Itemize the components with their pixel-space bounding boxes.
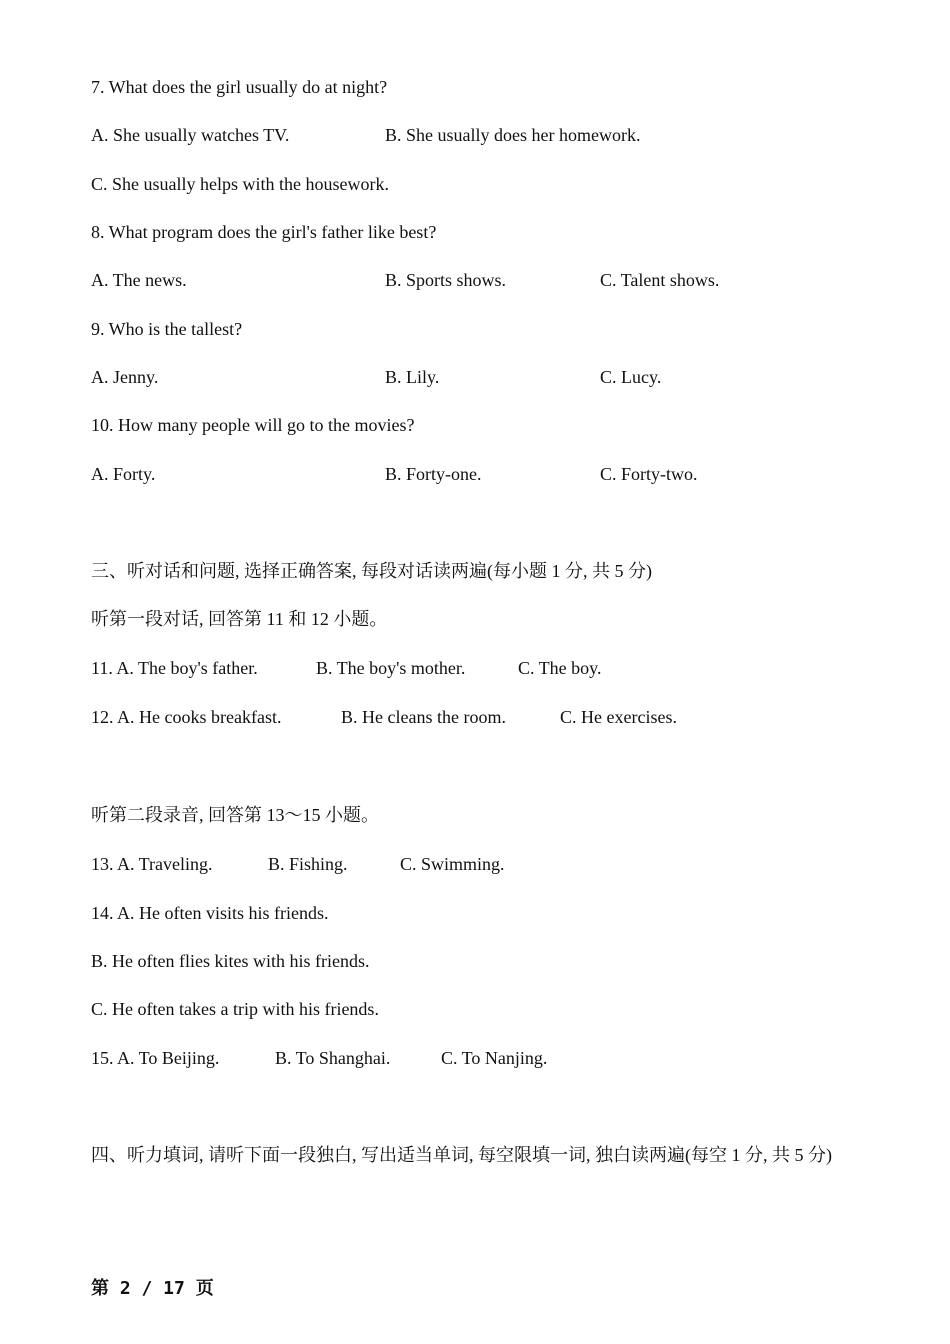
q11-option-a: 11. A. The boy's father.: [91, 658, 258, 678]
q10-option-c: C. Forty-two.: [600, 464, 698, 484]
q7-option-c: C. She usually helps with the housework.: [91, 174, 389, 194]
section-3-heading: 三、听对话和问题, 选择正确答案, 每段对话读两遍(每小题 1 分, 共 5 分): [91, 561, 652, 581]
question-8: 8. What program does the girl's father like best?: [91, 222, 437, 242]
q13-option-b: B. Fishing.: [268, 854, 348, 874]
q8-option-a: A. The news.: [91, 270, 187, 290]
question-7: 7. What does the girl usually do at night?: [91, 77, 388, 97]
q14-option-b: B. He often flies kites with his friends.: [91, 951, 370, 971]
page-number: 第 2 / 17 页: [91, 1278, 214, 1299]
question-10: 10. How many people will go to the movies?: [91, 415, 415, 435]
q12-option-b: B. He cleans the room.: [341, 707, 506, 727]
q15-option-b: B. To Shanghai.: [275, 1048, 391, 1068]
q12-option-c: C. He exercises.: [560, 707, 677, 727]
q13-option-c: C. Swimming.: [400, 854, 505, 874]
q14-option-c: C. He often takes a trip with his friends.: [91, 999, 379, 1019]
q14-option-a: 14. A. He often visits his friends.: [91, 903, 329, 923]
section-4-heading: 四、听力填词, 请听下面一段独白, 写出适当单词, 每空限填一词, 独白读两遍(每空 1 分, 共 5 分): [91, 1145, 832, 1165]
q10-option-a: A. Forty.: [91, 464, 156, 484]
q9-option-b: B. Lily.: [385, 367, 440, 387]
q15-option-c: C. To Nanjing.: [441, 1048, 548, 1068]
q15-option-a: 15. A. To Beijing.: [91, 1048, 220, 1068]
q11-option-c: C. The boy.: [518, 658, 602, 678]
dialog-2-intro: 听第二段录音, 回答第 13～15 小题。: [91, 805, 379, 825]
q12-option-a: 12. A. He cooks breakfast.: [91, 707, 282, 727]
q10-option-b: B. Forty-one.: [385, 464, 482, 484]
q7-option-a: A. She usually watches TV.: [91, 125, 290, 145]
dialog-1-intro: 听第一段对话, 回答第 11 和 12 小题。: [91, 609, 388, 629]
q8-option-c: C. Talent shows.: [600, 270, 720, 290]
q8-option-b: B. Sports shows.: [385, 270, 507, 290]
question-9: 9. Who is the tallest?: [91, 319, 243, 339]
q13-option-a: 13. A. Traveling.: [91, 854, 213, 874]
q11-option-b: B. The boy's mother.: [316, 658, 466, 678]
q7-option-b: B. She usually does her homework.: [385, 125, 641, 145]
q9-option-c: C. Lucy.: [600, 367, 662, 387]
q9-option-a: A. Jenny.: [91, 367, 159, 387]
